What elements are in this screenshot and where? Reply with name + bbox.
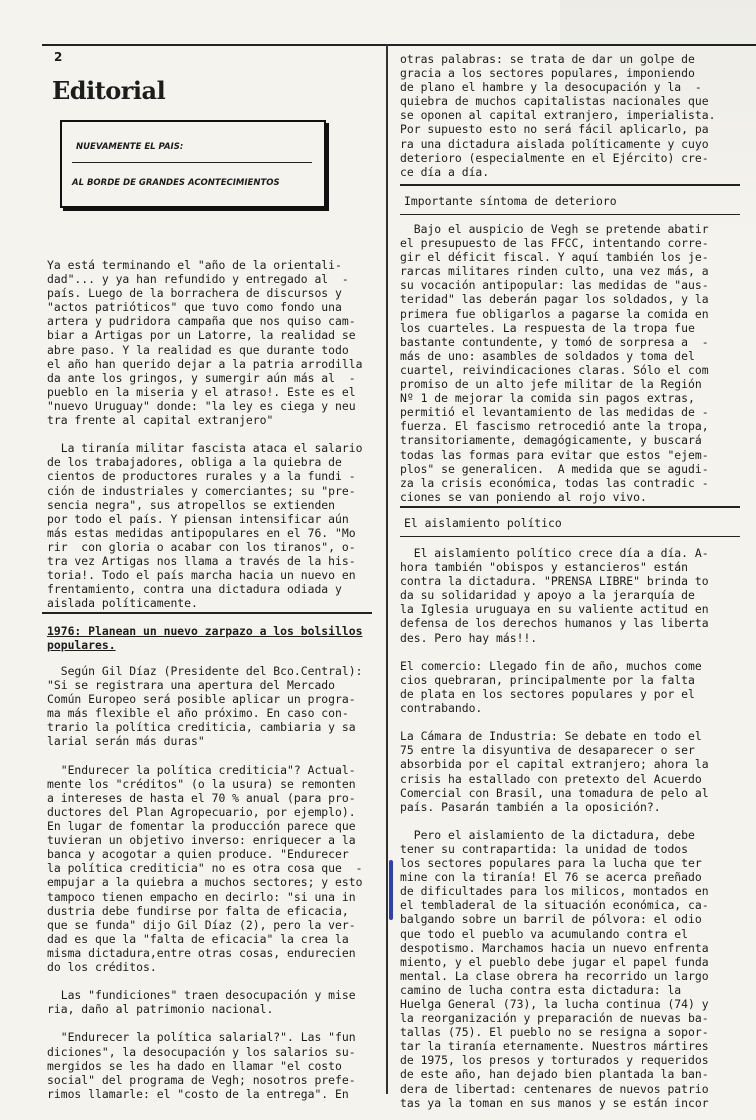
headline-box [60, 120, 326, 208]
right-section-rule-2 [400, 506, 740, 508]
right-body-aislamiento: El aislamiento político crece día a día. A- hora también "obispos y estancieros" están contra la dictadura. "PRENSA LIBRE" brinda to da su solidaridad y apoyo a la jerarquía de la Iglesia uruguaya en su valiente actitud en defensa de los derechos humanos y las liberta des. Pero hay más!!. El comercio: Llegado fin de año, muchos come cios quebraran, principalmente por la falta de plata en los sectores populares y por el contrabando. La Cámara de Industria: Se debate en todo el 75 entre la disyuntiva de desaparecer o ser absorbida por el capital extranjero; ahora la crisis ha estallado con pretexto del Acuerdo Comercial con Brasil, una tomadura de pelo al país. Pasarán también a la oposición?. Pero el aislamiento de la dictadura, debe tener su contrapartida: la unidad de todos los sectores populares para la lucha que ter mine con la tiranía! El 76 se acerca preñado de dificultades para los milicos, montados en el tembladeral de la situación económica, ca- balgando sobre un barril de pólvora: el odio que todo el pueblo va acumulando contra el despotismo. Marchamos hacia un nuevo enfrenta miento, y el pueblo debe jugar el papel funda mental. La clase obrera ha recorrido un largo camino de lucha contra esta dictadura: la Huelga General (73), la lucha continua (74) y la reorganización y preparación de nuevas ba- tallas (75). El pueblo no se resigna a sopor- tar la tiranía eternamente. Nuestros mártires de 1975, los presos y torturados y requeridos de este año, han dejado bien plantada la ban- dera de libertad: centenares de nuevos patrio tas ya la toman en sus manos y se están incor [400, 546, 709, 1110]
left-section-heading: 1976: Planean un nuevo zarpazo a los bolsillos populares. [47, 624, 363, 653]
headline-divider [72, 162, 312, 163]
column-divider [386, 44, 388, 1094]
page-number: 2 [54, 50, 63, 64]
top-rule [42, 44, 756, 46]
right-heading-underline-2 [400, 536, 740, 537]
right-top-text: otras palabras: se trata de dar un golpe de gracia a los sectores populares, imponiendo de plano el hambre y la desocupación y la - quiebra de muchos capitalistas nacionales que se oponen al capital extranjero, imperialista. Por supuesto esto no será fácil aplicarlo, pa ra una dictadura aislada políticamente y cuyo deterioro (especialmente en el Ejército) cre- ce día a día. [400, 52, 716, 179]
right-section-rule-1 [400, 184, 740, 186]
headline-line-1: NUEVAMENTE EL PAIS: [76, 142, 184, 152]
headline-line-2: AL BORDE DE GRANDES ACONTECIMIENTOS [72, 178, 280, 188]
right-heading-deterioro: Importante síntoma de deterioro [404, 194, 617, 208]
right-body-deterioro: Bajo el auspicio de Vegh se pretende abatir el presupuesto de las FFCC, intentando corre- gir el déficit fiscal. Y aquí también los je- rarcas militares rinden culto, una vez más, a su vocación antipopular: las medidas de "aus- teridad" las deberán pagar los soldados, y la primera fue obligarlos a pagarse la comida en los cuarteles. La respuesta de la tropa fue bastante contundente, y tomó de sorpresa a - más de uno: asambles de soldados y toma del cuartel, reivindicaciones claras. Sólo el com promiso de un alto jefe militar de la Región Nº 1 de mejorar la comida sin pagos extras, permitió el levantamiento de las medidas de - fuerza. El fascismo retrocedió ante la tropa, transitoriamente, demagógicamente, y buscará todas las formas para evitar que estos "ejem- plos" se generalicen. A medida que se agudi- za la crisis económica, todas las contradic - ciones se van poniendo al rojo vivo. [400, 222, 709, 504]
left-body-text: Según Gil Díaz (Presidente del Bco.Central): "Si se registrara una apertura del Mercado Común Europeo será posible aplicar un progra- ma más flexible el año próximo. En caso con- trario la política crediticia, cambiaria y sa larial serán más duras" "Endurecer la política crediticia"? Actual- mente los "créditos" (o la usura) se remonten a intereses de hasta el 70 % anual (para pro- ductores del Plan Agropecuario, por ejemplo). En lugar de fomentar la producción parece que tuvieran un objetivo inverso: enriquecer a la banca y acogotar a quien produce. "Endurecer la política crediticia" no es otra cosa que - empujar a la quiebra a muchos sectores; y esto tampoco tienen empacho en decirlo: "si una in dustria debe fundirse por falta de eficacia, que se funda" dijo Gil Díaz (2), pero la ver- dad es que la "falta de eficacia" la crea la misma dictadura,entre otras cosas, endurecien do los créditos. Las "fundiciones" traen desocupación y mise ria, daño al patrimonio nacional. "Endurecer la política salarial?". Las "fun diciones", la desocupación y los salarios su- mergidos se les ha dado en llamar "el costo social" del programa de Vegh; nosotros prefe- rimos llamarle: el "costo de la entrega". En [47, 664, 363, 1101]
left-section-rule [42, 612, 372, 614]
right-heading-aislamiento: El aislamiento político [404, 516, 562, 530]
blue-ink-mark [389, 860, 393, 920]
right-heading-underline-1 [400, 214, 740, 215]
left-intro-text: Ya está terminando el "año de la orientali- dad"... y ya han refundido y entregado al - país. Luego de la borrachera de discursos y "actos patrióticos" que tuvo como fondo una artera y pudridora campaña que nos quiso cam- biar a Artigas por un Latorre, la realidad se abre paso. Y la realidad es que durante todo el año han querido dejar a la patria arrodilla da ante los gringos, y sumergir aún más al - pueblo en la miseria y el atraso!. Este es el "nuevo Uruguay" donde: "la ley es ciega y neu tra frente al capital extranjero" La tiranía militar fascista ataca el salario de los trabajadores, obliga a la quiebra de cientos de productores rurales y a la fundi - ción de industriales y comerciantes; su "pre- sencia negra", sus atropellos se extienden por todo el país. Y piensan intensificar aún más estas medidas antipopulares en el 76. "Mo rir con gloria o acabar con los tiranos", o- tra vez Artigas nos llama a través de la his- toria!. Todo el país marcha hacia un nuevo en frentamiento, contra una dictadura odiada y aislada políticamente. [47, 258, 363, 611]
page-title: Editorial [52, 76, 166, 105]
